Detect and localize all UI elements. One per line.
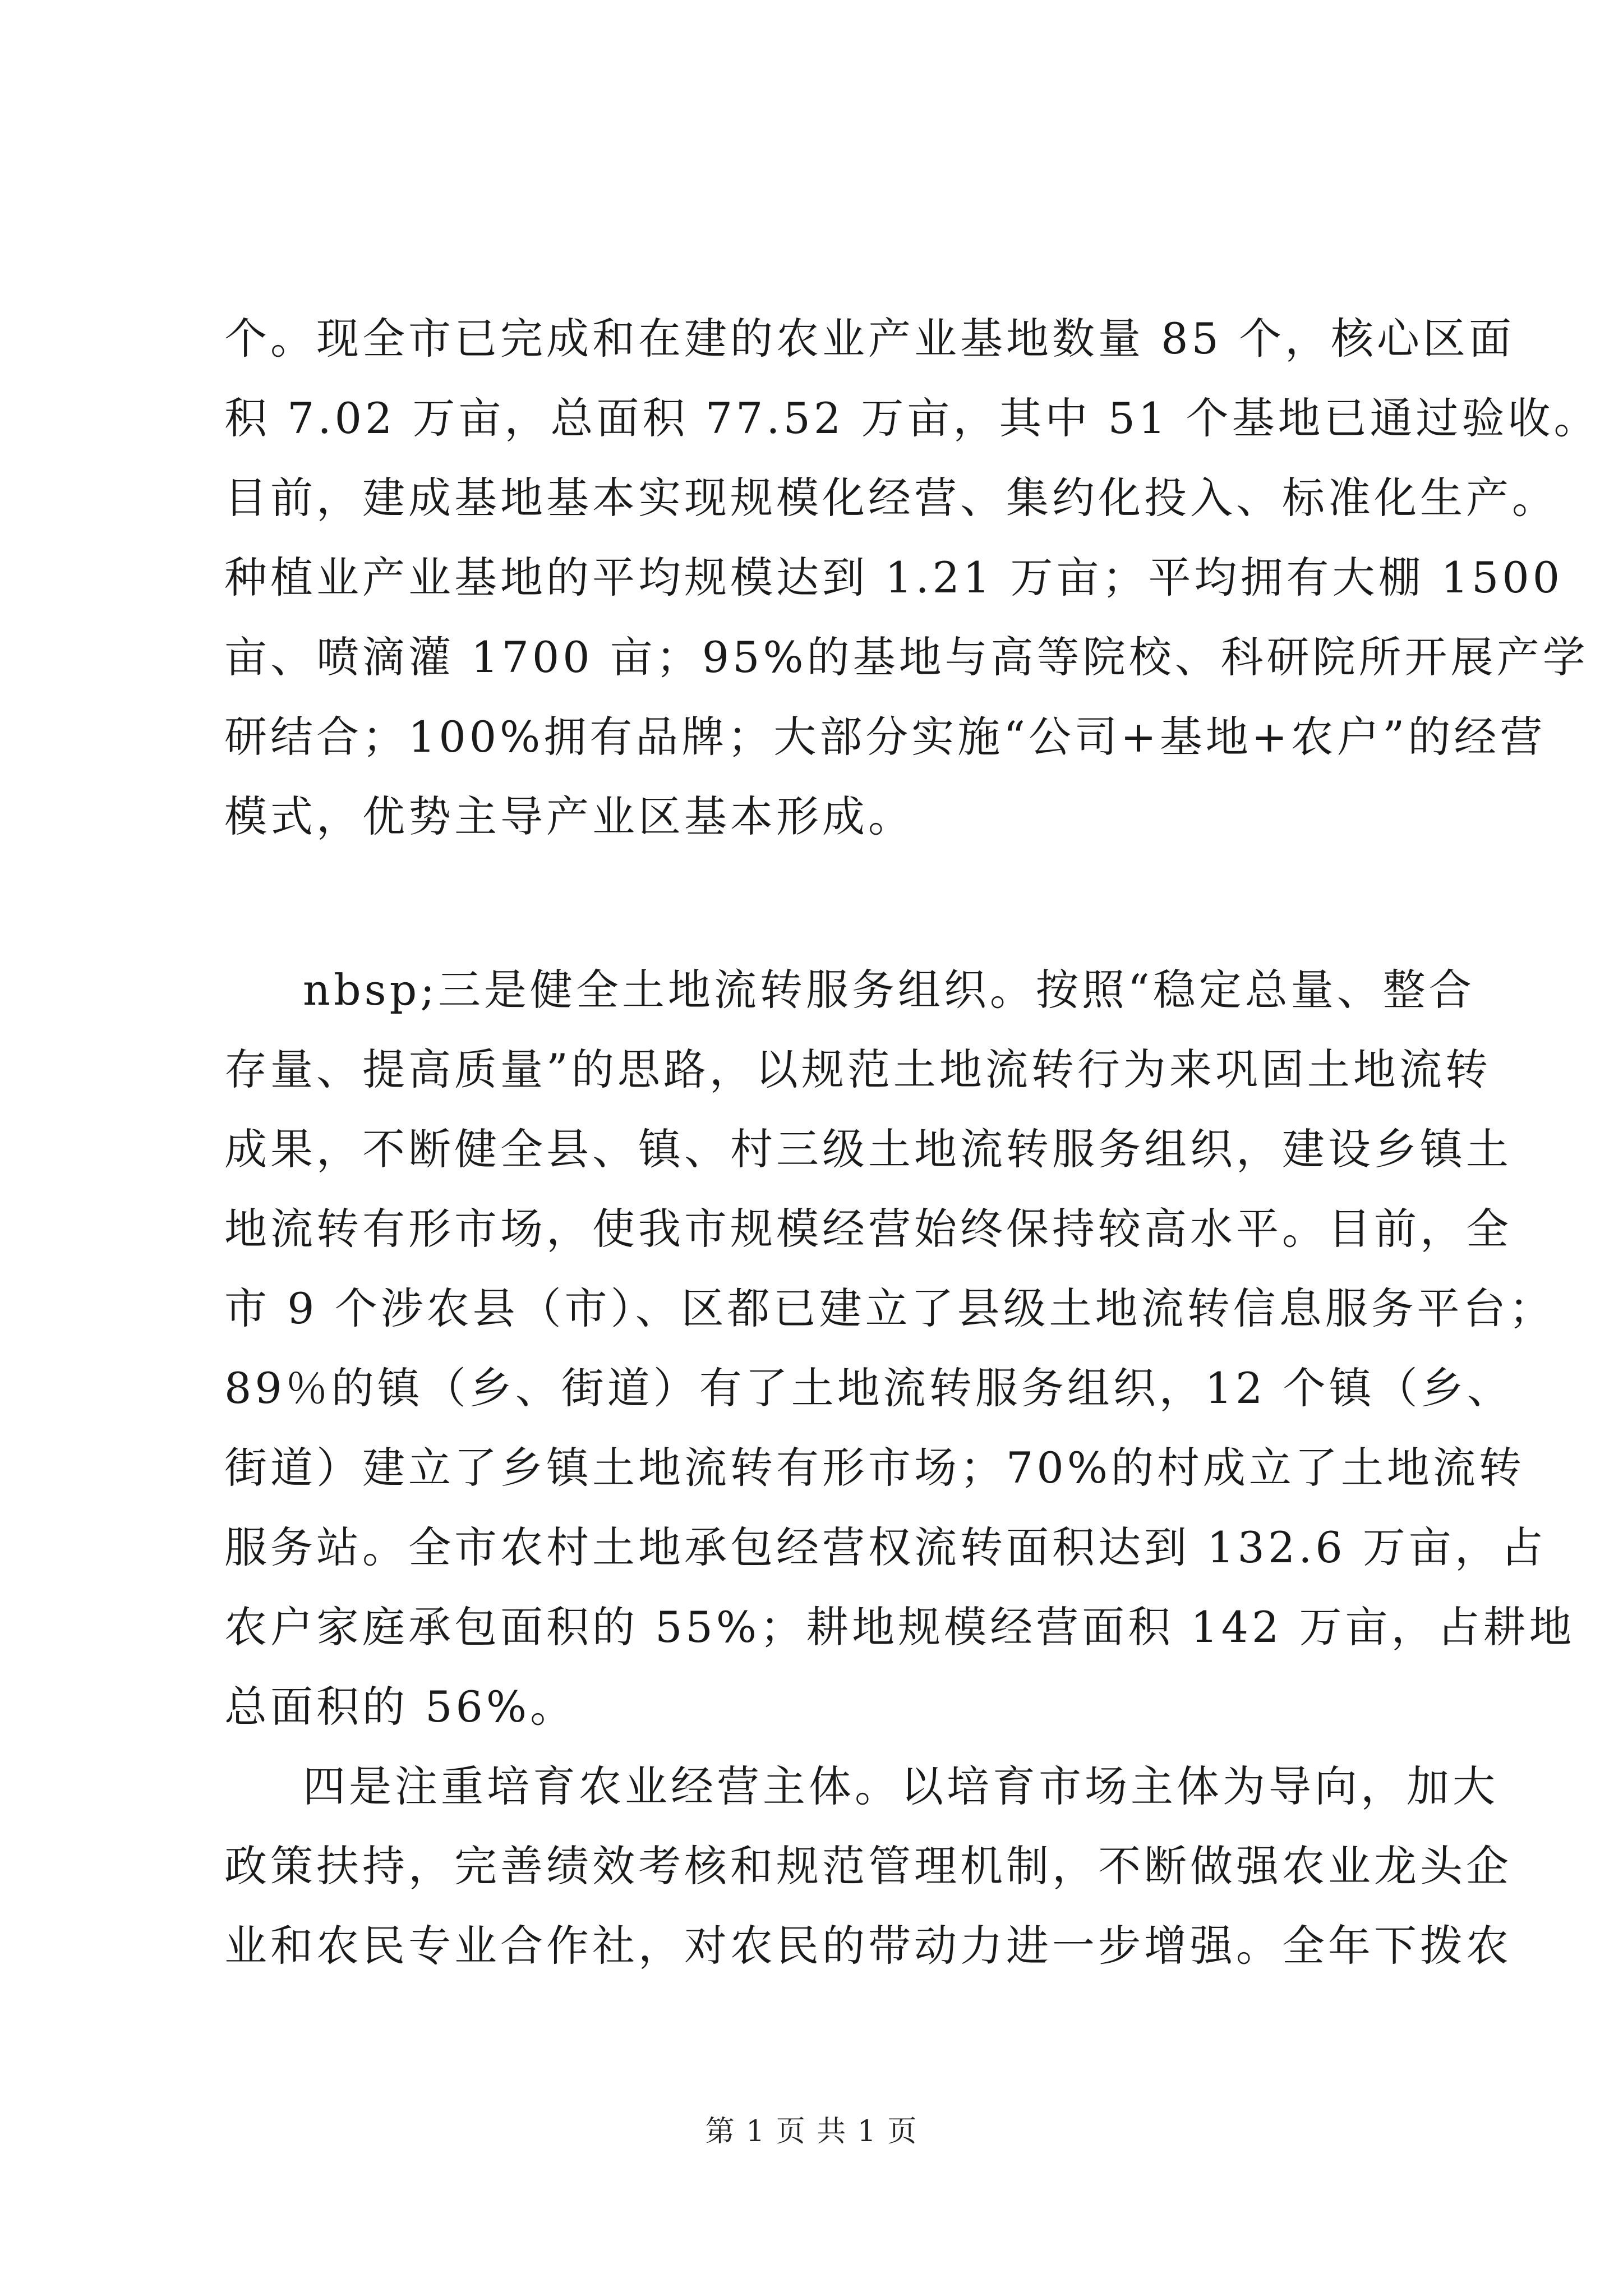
page-footer: 第 1 页 共 1 页 [705,2115,918,2148]
text-line: 亩、喷滴灌 1700 亩；95%的基地与高等院校、科研院所开展产学 [224,632,1589,682]
text-line: 个。现全市已完成和在建的农业产业基地数量 85 个，核心区面 [224,314,1515,364]
text-line: 积 7.02 万亩，总面积 77.52 万亩，其中 51 个基地已通过验收。 [224,393,1600,443]
text-line: 存量、提高质量”的思路，以规范土地流转行为来巩固土地流转 [224,1045,1491,1094]
text-line: 街道）建立了乡镇土地流转有形市场；70%的村成立了土地流转 [224,1443,1525,1493]
text-line: 服务站。全市农村土地承包经营权流转面积达到 132.6 万亩，占 [224,1522,1547,1572]
text-line: 成果，不断健全县、镇、村三级土地流转服务组织，建设乡镇土 [224,1124,1512,1174]
text-line: 地流转有形市场，使我市规模经营始终保持较高水平。目前，全 [224,1204,1512,1254]
text-line: 业和农民专业合作社，对农民的带动力进一步增强。全年下拨农 [224,1921,1512,1971]
text-line: 种植业产业基地的平均规模达到 1.21 万亩；平均拥有大棚 1500 [224,553,1564,602]
text-line: 研结合；100%拥有品牌；大部分实施“公司+基地+农户”的经营 [224,712,1546,762]
text-line: 目前，建成基地基本实现规模化经营、集约化投入、标准化生产。 [224,473,1558,523]
text-line: 市 9 个涉农县（市）、区都已建立了县级土地流转信息服务平台； [224,1283,1555,1333]
text-line: 四是注重培育农业经营主体。以培育市场主体为导向，加大 [303,1761,1498,1811]
text-line: 模式，优势主导产业区基本形成。 [224,792,914,841]
text-line: 89％的镇（乡、街道）有了土地流转服务组织，12 个镇（乡、 [224,1363,1513,1413]
text-line: 政策扶持，完善绩效考核和规范管理机制，不断做强农业龙头企 [224,1841,1512,1891]
text-line: 农户家庭承包面积的 55%；耕地规模经营面积 142 万亩，占耕地 [224,1602,1575,1652]
text-line: nbsp;三是健全土地流转服务组织。按照“稳定总量、整合 [303,965,1475,1015]
text-line: 总面积的 56%。 [224,1682,577,1732]
